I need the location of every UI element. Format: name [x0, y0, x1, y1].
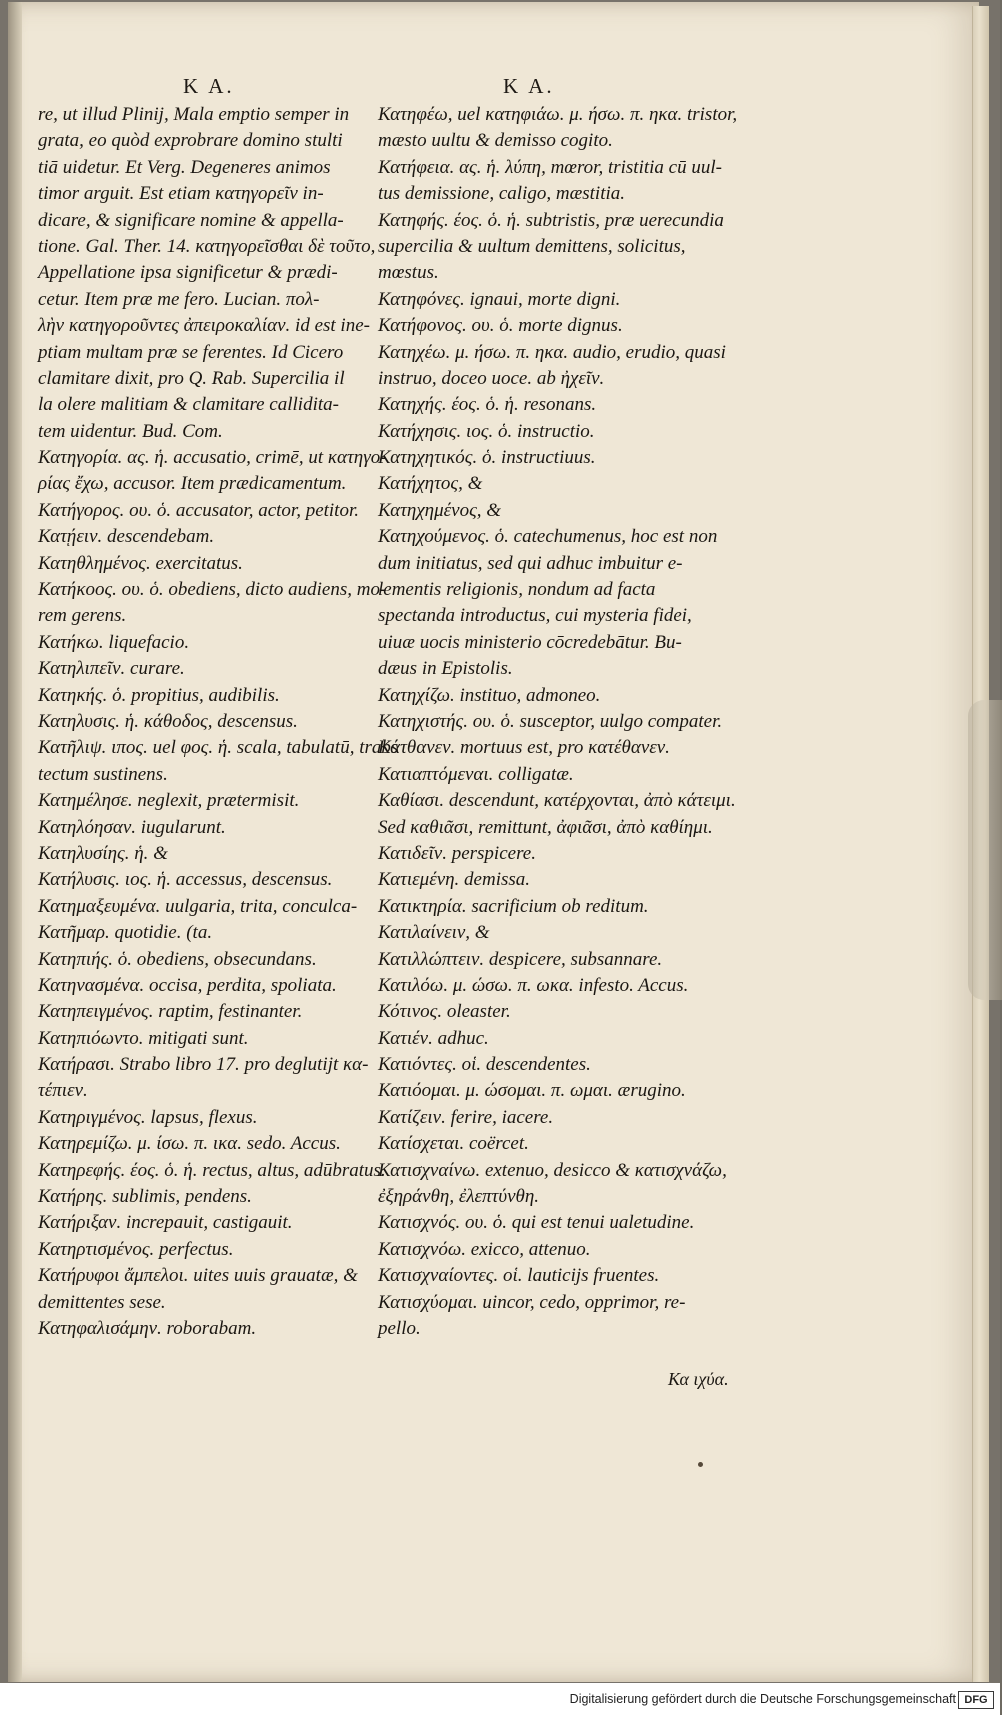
text-line: Κατήκω. liquefacio. [38, 631, 190, 653]
text-line: Κατίζειν. ferire, iacere. [378, 1106, 554, 1128]
text-line: ρίας ἔχω, accusor. Item prædicamentum. [38, 473, 347, 495]
text-line: Κατηθλημένος. exercitatus. [38, 552, 243, 574]
text-line: Κατηπιόωντο. mitigati sunt. [38, 1027, 249, 1049]
text-line: Κατήχησις. ιος. ὁ. instructio. [378, 420, 595, 442]
text-line: Κατηχούμενος. ὁ. catechumenus, hoc est non [378, 526, 718, 548]
text-line: dicare, & significare nomine & appella- [38, 209, 344, 231]
text-line: dum initiatus, sed qui adhuc imbuitur e- [378, 552, 683, 574]
running-head-left: K A. [183, 74, 235, 98]
text-line: Κατηριγμένος. lapsus, flexus. [38, 1106, 258, 1128]
text-line: pello. [378, 1317, 421, 1339]
text-line: mæsto uultu & demisso cogito. [378, 130, 613, 152]
text-line: Κατήκοος. ου. ὁ. obediens, dicto audiens, mo- [38, 579, 387, 601]
text-line: Κατηφής. έος. ὁ. ἡ. subtristis, præ uerecundia [378, 209, 724, 231]
left-column [38, 102, 399, 1342]
text-line: Κατήρης. sublimis, pendens. [38, 1186, 252, 1208]
text-line: timor arguit. Est etiam κατηγορεῖν in- [38, 183, 324, 205]
text-line: Κατηφαλισάμην. roborabam. [38, 1317, 257, 1339]
text-line: Κατηλυσίης. ἡ. & [38, 842, 168, 864]
footer-credit: Digitalisierung gefördert durch die Deutsche Forschungsgemeinschaft [569, 1692, 956, 1706]
text-line: Κατισχνόω. exicco, attenuo. [378, 1238, 591, 1260]
text-line: demittentes sese. [38, 1291, 166, 1313]
running-head-right: K A. [503, 74, 555, 98]
text-line: Κατηπιής. ὁ. obediens, obsecundans. [38, 948, 317, 970]
text-line: Κότινος. oleaster. [378, 1001, 511, 1023]
text-line: Κατήφονος. ου. ὁ. morte dignus. [378, 315, 623, 337]
text-line: supercilia & uultum demittens, solicitus, [378, 235, 686, 257]
book-clasp [968, 700, 1002, 1000]
text-line: Κατηχητικός. ὁ. instructiuus. [378, 447, 596, 469]
text-line: Κατιλαίνειν, & [378, 922, 490, 944]
text-line: τέπιεν. [38, 1080, 88, 1102]
catchword: Κα ιχύα. [668, 1369, 729, 1389]
text-line: Κατισχνός. ου. ὁ. qui est tenui ualetudine. [378, 1212, 695, 1234]
text-line: Κατηλιπεῖν. curare. [38, 658, 185, 680]
text-line: cetur. Item præ me fero. Lucian. πολ- [38, 288, 320, 310]
text-line: Κατηχίζω. instituo, admoneo. [378, 684, 601, 706]
text-line: lementis religionis, nondum ad facta [378, 579, 656, 601]
text-line: Κατήρυφοι ἄμπελοι. uites uuis grauatæ, & [38, 1265, 358, 1287]
text-line: Κατισχύομαι. uincor, cedo, opprimor, re- [378, 1291, 686, 1313]
binding-gutter [8, 2, 22, 1682]
text-line: Κατισχναίνω. extenuo, desicco & κατισχνάζω, [378, 1159, 727, 1181]
text-line: tem uidentur. Bud. Com. [38, 420, 223, 442]
text-line: Κατηχιστής. ου. ὁ. susceptor, uulgo compater. [378, 710, 723, 732]
text-line: Κατηφόνες. ignaui, morte digni. [378, 288, 621, 310]
text-line: Κατήριξαν. increpauit, castigauit. [38, 1212, 293, 1234]
book-page [8, 2, 979, 1682]
text-line: Κατιόντες. οἱ. descendentes. [378, 1054, 591, 1076]
text-line: ἐξηράνθη, ἐλεπτύνθη. [378, 1186, 540, 1208]
text-line: Sed καθιᾶσι, remittunt, ἀφιᾶσι, ἀπὸ καθίημι. [378, 816, 713, 838]
text-line: grata, eo quòd exprobrare domino stulti [38, 130, 343, 152]
text-line: Κατῆμαρ. quotidie. (ta. [38, 922, 213, 944]
text-line: Κατημαξευμένα. uulgaria, trita, conculca- [38, 895, 358, 917]
text-line: Κατήρασι. Strabo libro 17. pro deglutijt κα- [38, 1054, 369, 1076]
text-line: tiā uidetur. Et Verg. Degeneres animos [38, 156, 331, 178]
text-line: Κατηνασμένα. occisa, perdita, spoliata. [38, 974, 337, 996]
text-line: Κατιαπτόμεναι. colligatæ. [378, 763, 574, 785]
right-column [378, 102, 738, 1342]
text-line: Κατημέλησε. neglexit, prætermisit. [38, 790, 300, 812]
text-line: uiuæ uocis ministerio cōcredebātur. Bu- [378, 631, 682, 653]
text-line: Κατῄειν. descendebam. [38, 526, 215, 548]
text-line: tectum sustinens. [38, 763, 168, 785]
text-line: Κατηπειγμένος. raptim, festinanter. [38, 1001, 303, 1023]
text-line: Κατηρεφής. έος. ὁ. ἡ. rectus, altus, adūbratus. [38, 1159, 386, 1181]
text-line: spectanda introductus, cui mysteria fidei, [378, 605, 692, 627]
text-line: Κατηχημένος, & [378, 499, 502, 521]
text-line: Κατικτηρία. sacrificium ob reditum. [378, 895, 649, 917]
text-line: Κατιδεῖν. perspicere. [378, 842, 536, 864]
text-line: Κατήλυσις. ιος. ἡ. accessus, descensus. [38, 869, 333, 891]
text-line: Καθίασι. descendunt, κατέρχονται, ἀπὸ κάτειμι. [378, 790, 736, 812]
text-line: Κατηχέω. μ. ήσω. π. ηκα. audio, erudio, quasi [378, 341, 726, 363]
ink-spot [698, 1462, 703, 1467]
text-line: Κατιλλώπτειν. despicere, subsannare. [378, 948, 663, 970]
text-line: re, ut illud Plinij, Mala emptio semper in [38, 104, 350, 125]
text-line: clamitare dixit, pro Q. Rab. Supercilia il [38, 367, 345, 389]
text-line: Κατιέν. adhuc. [378, 1027, 489, 1049]
text-line: Κατηγορία. ας. ἡ. accusatio, crimē, ut κατηγο- [38, 447, 387, 469]
text-line: Κατηρεμίζω. μ. ίσω. π. ικα. sedo. Accus. [38, 1133, 341, 1155]
text-line: instruo, doceo uoce. ab ἠχεῖν. [378, 367, 605, 389]
text-line: mœstus. [378, 262, 439, 284]
text-line: λὴν κατηγοροῦντες ἀπειροκαλίαν. id est ine- [38, 315, 370, 337]
text-line: Κατήχητος, & [378, 473, 483, 495]
text-line: Κατηχής. έος. ὁ. ἡ. resonans. [378, 394, 597, 416]
text-line: Κατηκής. ὁ. propitius, audibilis. [38, 684, 280, 706]
text-line: Κατηλόησαν. iugularunt. [38, 816, 226, 838]
text-line: dæus in Epistolis. [378, 658, 513, 680]
text-line: tus demissione, caligo, mæstitia. [378, 183, 625, 205]
text-line: Κάτθανεν. mortuus est, pro κατέθανεν. [378, 737, 670, 759]
text-line: Κατισχναίοντες. οἱ. lauticijs fruentes. [378, 1265, 660, 1287]
footer-bar [0, 1683, 1000, 1715]
text-line: Κατιλόω. μ. ώσω. π. ωκα. infesto. Accus. [378, 974, 689, 996]
text-line: Κατηλυσις. ἡ. κάθοδος, descensus. [38, 710, 298, 732]
text-line: Appellatione ipsa significetur & prædi- [38, 262, 338, 284]
text-line: Κατίσχεται. coërcet. [378, 1133, 529, 1155]
dfg-logo: DFG [958, 1691, 994, 1709]
text-line: Κατιόομαι. μ. ώσομαι. π. ωμαι. ærugino. [378, 1080, 686, 1102]
text-line: ptiam multam præ se ferentes. Id Cicero [38, 341, 344, 363]
text-line: rem gerens. [38, 605, 127, 627]
text-line: Κατήγορος. ου. ὁ. accusator, actor, petitor. [38, 499, 359, 521]
text-line: Κατηφέω, uel κατηφιάω. μ. ήσω. π. ηκα. tristor, [378, 104, 738, 125]
text-line: Κατηρτισμένος. perfectus. [38, 1238, 234, 1260]
text-line: la olere malitiam & clamitare callidita- [38, 394, 339, 416]
text-line: Κατήφεια. ας. ἡ. λύπη, mœror, tristitia cū uul- [378, 156, 722, 178]
text-line: tione. Gal. Ther. 14. κατηγορεῖσθαι δὲ τοῦτο, [38, 235, 376, 257]
text-line: Κατιεμένη. demissa. [378, 869, 531, 891]
text-line: Κατῆλιψ. ιπος. uel φος. ἡ. scala, tabulatū, trabs [38, 737, 399, 759]
